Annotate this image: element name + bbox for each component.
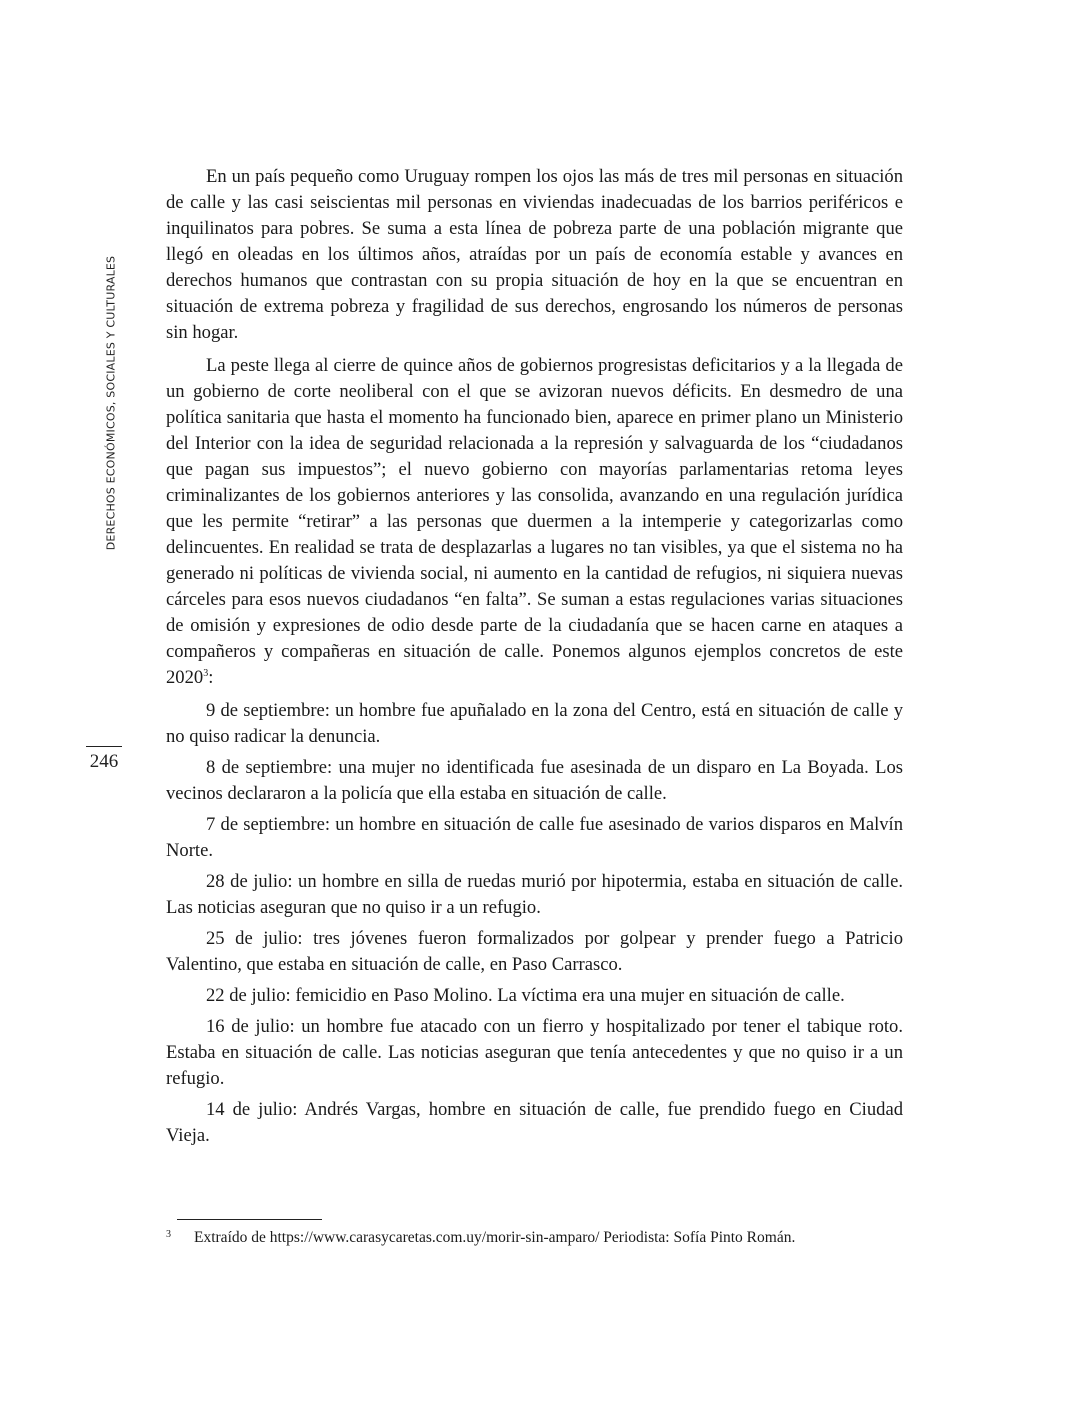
footnote-text: Extraído de https://www.carasycaretas.com.uy/morir-sin-amparo/ Periodista: Sofía Pinto Román. <box>194 1229 796 1246</box>
paragraph-intro: En un país pequeño como Uruguay rompen los ojos las más de tres mil personas en situación de calle y las casi seiscientas mil personas en viviendas inadecuadas de los barrios periféricos e inquilinatos para pobres. Se suma a esta línea de pobreza parte de una población migrante que llegó en oleadas en los últimos años, atraídas por un país de economía estable y avances en derechos humanos que contrastan con su propia situación de hoy en la que se encuentran en situación de extrema pobreza y fragilidad de sus derechos, engrosando los números de personas sin hogar. <box>166 166 903 343</box>
paragraph-context <box>166 353 903 691</box>
footnote-divider <box>177 1219 322 1220</box>
footnote <box>166 1228 903 1248</box>
event-item: 7 de septiembre: un hombre en situación de calle fue asesinado de varios disparos en Malvín Norte. <box>166 814 903 861</box>
body-text <box>166 164 903 1154</box>
event-item: 8 de septiembre: una mujer no identificada fue asesinada de un disparo en La Boyada. Los vecinos declararon a la policía que ella estaba en situación de calle. <box>166 757 903 804</box>
page-number: 246 <box>86 746 122 773</box>
event-item: 9 de septiembre: un hombre fue apuñalado en la zona del Centro, está en situación de calle y no quiso radicar la denuncia. <box>166 700 903 747</box>
running-head: DERECHOS ECONÓMICOS, SOCIALES Y CULTURALES <box>104 255 118 551</box>
event-item: 28 de julio: un hombre en silla de ruedas murió por hipotermia, estaba en situación de calle. Las noticias aseguran que no quiso ir a un refugio. <box>166 871 903 918</box>
event-item: 14 de julio: Andrés Vargas, hombre en situación de calle, fue prendido fuego en Ciudad Vieja. <box>166 1099 903 1146</box>
event-item: 16 de julio: un hombre fue atacado con un fierro y hospitalizado por tener el tabique roto. Estaba en situación de calle. Las noticias aseguran que tenía antecedentes y que no quiso ir a un refugio. <box>166 1016 903 1089</box>
event-item: 25 de julio: tres jóvenes fueron formalizados por golpear y prender fuego a Patricio Valentino, que estaba en situación de calle, en Paso Carrasco. <box>166 928 903 975</box>
event-item: 22 de julio: femicidio en Paso Molino. La víctima era una mujer en situación de calle. <box>206 985 845 1006</box>
footnote-reference[interactable]: 3 <box>203 667 209 679</box>
paragraph-context-end: : <box>208 667 214 688</box>
footnote-marker: 3 <box>166 1229 171 1240</box>
paragraph-context-text: La peste llega al cierre de quince años de gobiernos progresistas deficitarios y a la llegada de un gobierno de corte neoliberal con el que se avizoran nuevos déficits. En desmedro de una política sanitaria que hasta el momento ha funcionado bien, aparece en primer plano un Ministerio del Interior con la idea de seguridad relacionada a la represión y salvaguarda de los “ciudadanos que pagan sus impuestos”; el nuevo gobierno con mayorías parlamentarias retoma leyes criminalizantes de los gobiernos anteriores y las consolida, avanzando en una regulación jurídica que les permite “retirar” a las personas que duermen a la intemperie y categorizarlas como delincuentes. En realidad se trata de desplazarlas a lugares no tan visibles, ya que el sistema no ha generado ni políticas de vivienda social, ni aumento en la cantidad de refugios, ni siquiera nuevas cárceles para esos nuevos ciudadanos “en falta”. Se suman a estas regulaciones varias situaciones de omisión y expresiones de odio desde parte de la ciudadanía que se hacen carne en ataques a compañeros y compañeras en situación de calle. Ponemos algunos ejemplos concretos de este 2020 <box>166 355 903 688</box>
